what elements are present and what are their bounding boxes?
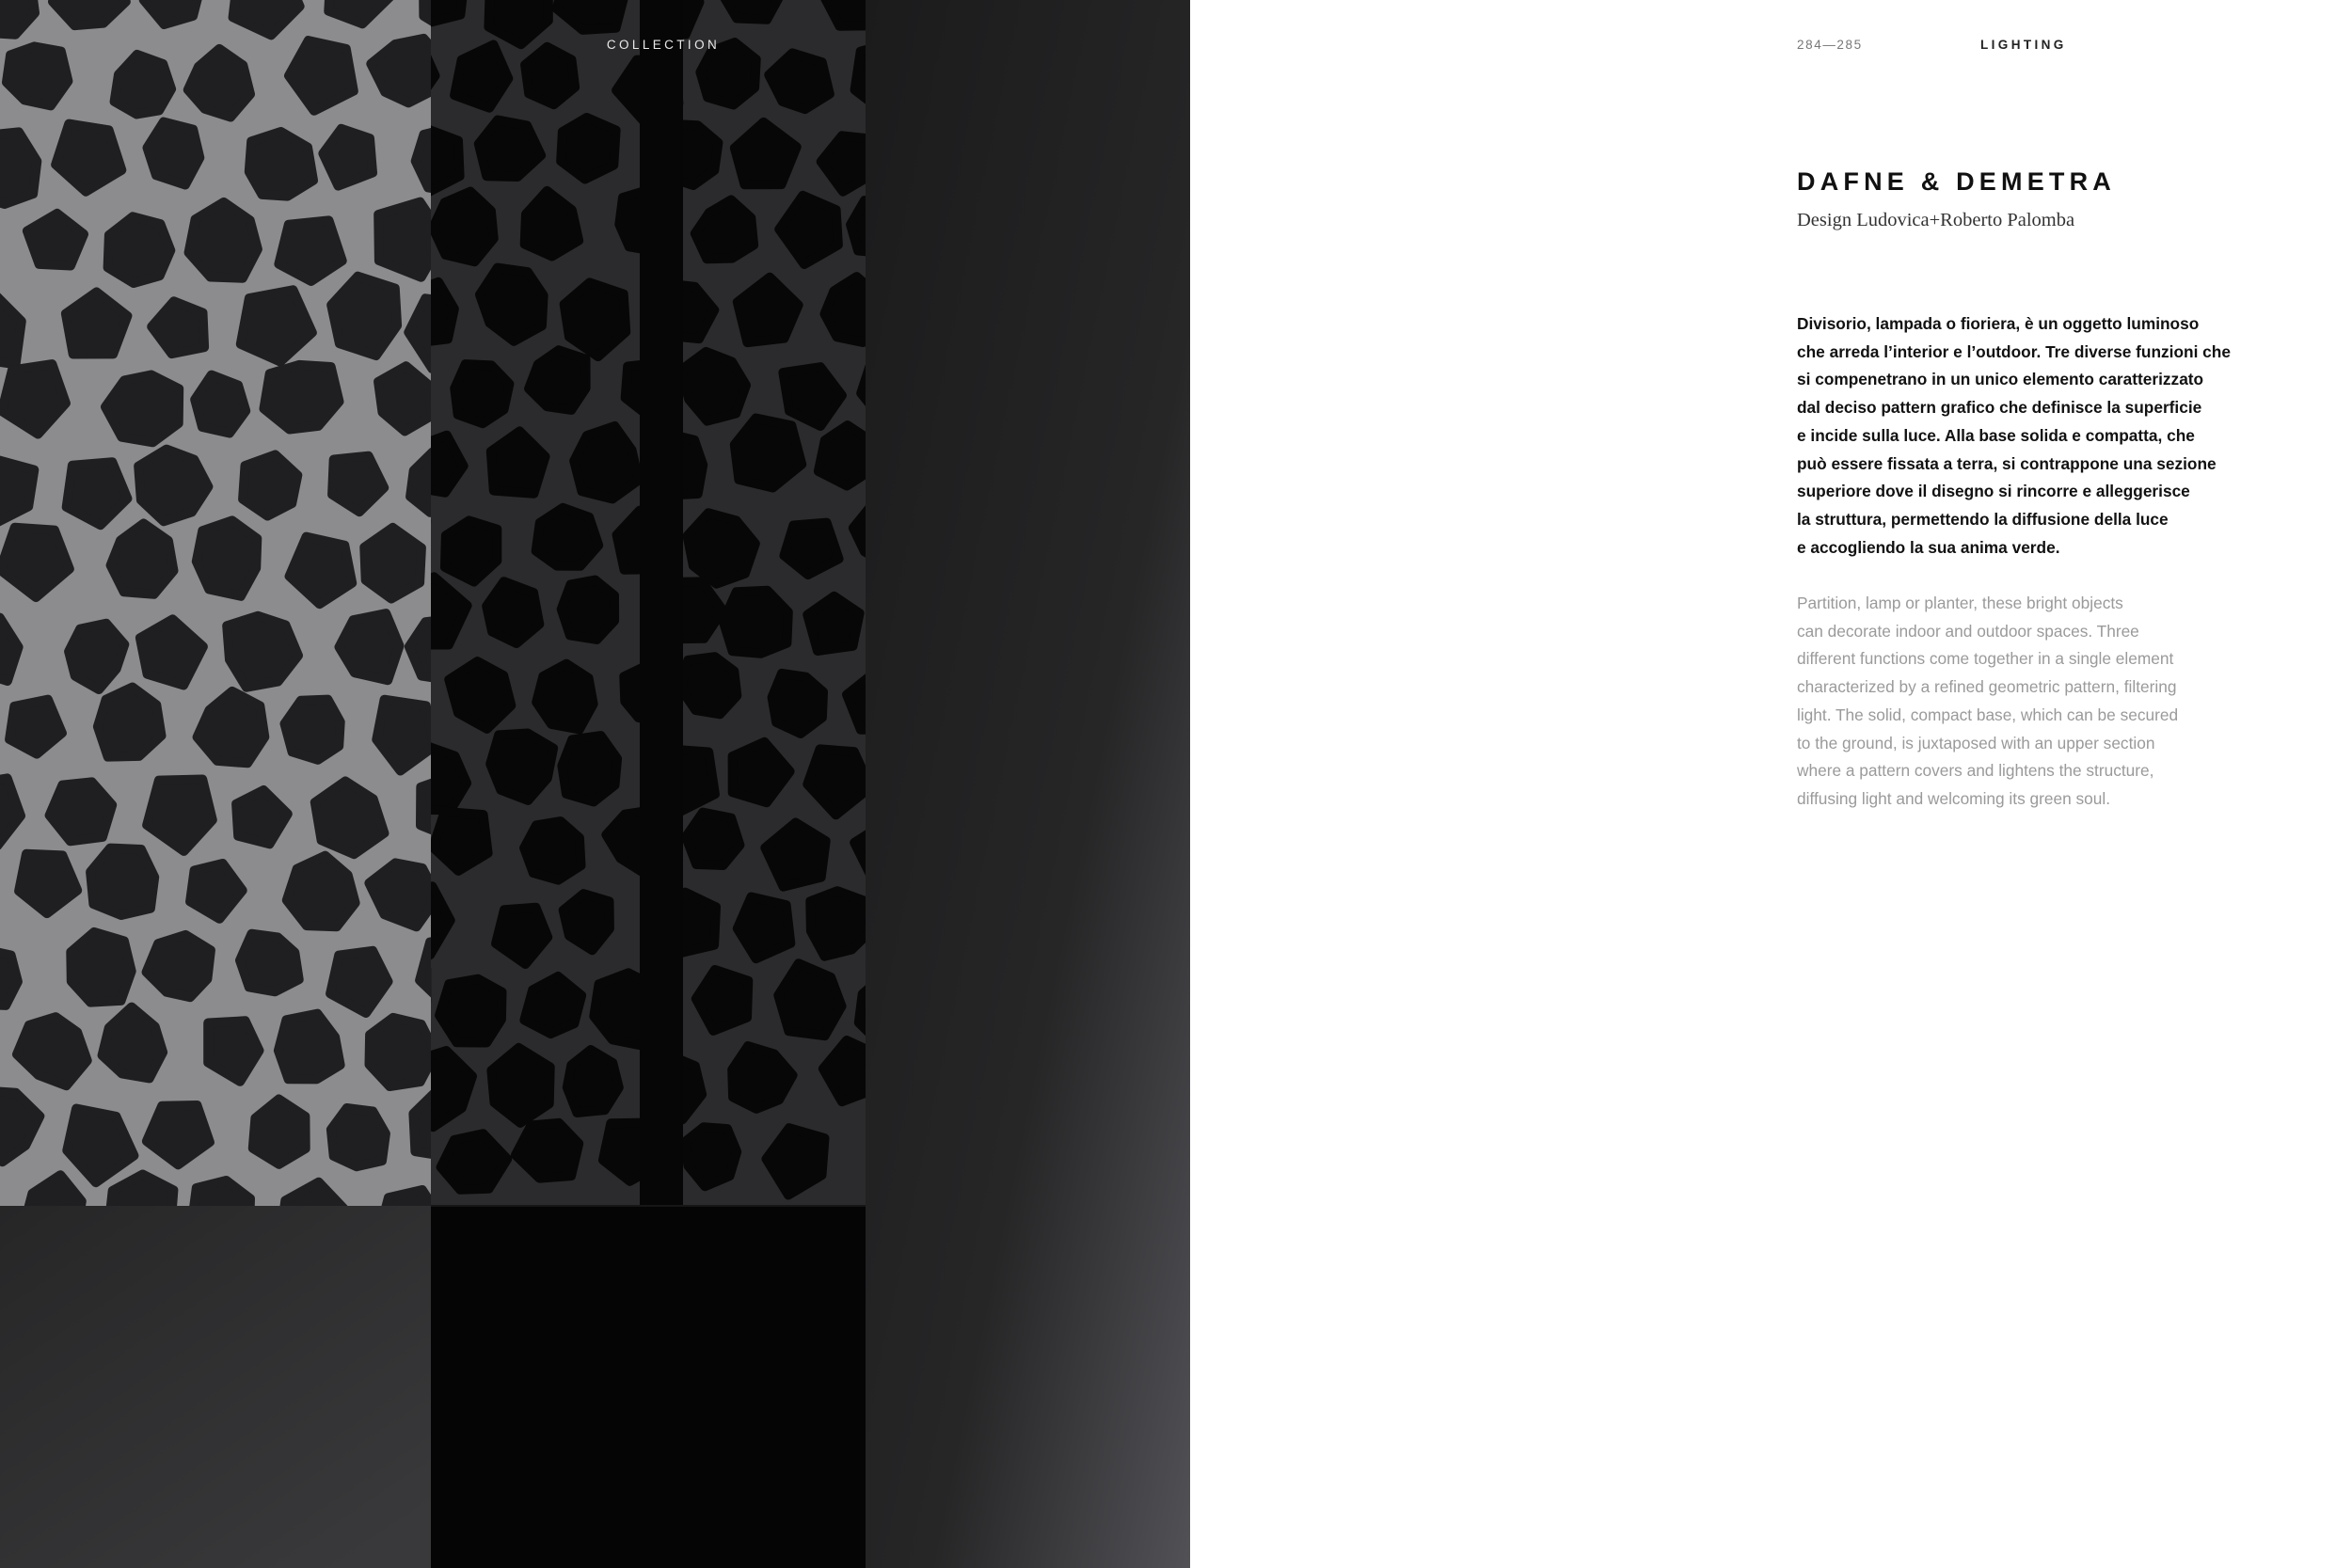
lattice-hole [138,450,208,522]
italian-line: dal deciso pattern grafico che definisce la superficie [1797,398,2202,418]
lattice-hole [433,192,494,262]
english-line: Partition, lamp or planter, these bright objects [1797,594,2123,612]
english-line: diffusing light and welcoming its green soul. [1797,788,2111,808]
lattice-hole [189,202,258,278]
lattice-hole [195,375,246,434]
lattice-hole [50,782,113,841]
italian-line: e incide sulla luce. Alla base solida e compatta, che [1797,425,2195,445]
english-line: can decorate indoor and outdoor spaces. Three [1797,621,2139,641]
product-title: DAFNE & DEMETRA [1797,167,2116,196]
lattice-hole [524,976,581,1034]
lattice-hole [681,657,738,714]
lattice-hole [331,1108,386,1166]
lattice-hole [536,508,599,566]
italian-description [1797,310,2324,562]
english-line: characterized by a refined geometric pattern, filtering [1797,677,2177,697]
lattice-hole [562,580,614,640]
lattice-hole [562,736,617,801]
lattice-hole [240,934,299,992]
lattice-hole [249,132,313,197]
lattice-hole [340,613,400,680]
italian-line: Divisorio, lampada o fioriera, è un oggetto luminoso [1797,314,2200,333]
lattice-hole [516,1123,579,1179]
lattice-hole [772,673,823,734]
lattice-hole [685,1127,737,1186]
lamp-post [640,0,683,1206]
lattice-hole [115,55,172,115]
lattice-hole [364,528,421,599]
lattice-hole [370,1018,436,1086]
lattice-hole [686,813,739,865]
lattice-hole [439,979,501,1043]
italian-line: può essere fissata a terra, si contrappone una sezione [1797,453,2217,473]
italian-line: e accogliendo la sua anima verde. [1797,537,2060,557]
lattice-hole [700,42,755,104]
lattice-hole [105,375,179,443]
lattice-hole [323,129,373,186]
italian-line: si compenetrano in un unico elemento caratterizzato [1797,370,2204,389]
lattice-hole [108,216,171,283]
lattice-hole [331,277,397,356]
english-line: light. The solid, compact base, which can be secured [1797,705,2179,724]
lattice-hole [454,364,509,423]
lattice-hole [264,365,340,430]
section-label: LIGHTING [1980,38,2067,52]
lattice-hole [491,1048,549,1123]
designer-credit: Design Ludovica+Roberto Palomba [1797,210,2075,230]
english-line: where a pattern covers and lightens the structure, [1797,761,2154,781]
lattice-hole [7,46,68,105]
lattice-hole [147,935,211,997]
english-description [1797,590,2324,814]
lattice-hole [148,122,200,185]
lattice-hole [197,520,257,595]
lattice-hole [71,932,131,1003]
lattice-hole [441,1133,508,1190]
lattice-hole [278,220,342,281]
lattice-hole [723,591,788,654]
lattice-hole [285,700,341,760]
lattice-hole [90,848,154,915]
lattice-hole [735,419,802,488]
lattice-hole [567,1050,619,1113]
lattice-hole [524,821,580,880]
lattice-hole [0,950,18,1006]
lattice-hole [486,581,539,643]
photo-right-wall [866,0,1190,1568]
lattice-hole [243,454,297,515]
italian-line: che arreda l’interior e l’outdoor. Tre diverse funzioni che [1797,341,2231,361]
english-line: different functions come together in a single element [1797,649,2174,669]
lattice-hole [445,520,497,581]
page-number: 284—285 [1797,38,1863,52]
lattice-hole [818,425,872,485]
lattice-hole [536,664,593,730]
lattice-hole [769,53,830,109]
lattice-hole [98,688,162,757]
lattice-hole [253,1100,306,1164]
lattice-hole [561,118,615,180]
base-right [431,1206,866,1568]
base-left [0,1206,431,1568]
italian-line: la struttura, permettendo la diffusione della luce [1797,509,2169,529]
lattice-hole [785,523,839,575]
lattice-hole [525,47,575,104]
english-line: to the ground, is juxtaposed with an upper section [1797,733,2155,752]
lattice-hole [778,963,841,1036]
lattice-hole [479,120,541,178]
lattice-hole [738,897,791,959]
lattice-hole [227,616,298,688]
lattice-hole [807,596,859,651]
lattice-hole [564,894,610,950]
italian-line: superiore dove il disegno si rincorre e alleggerisce [1797,482,2190,501]
lattice-hole [378,366,432,431]
lattice-hole [696,970,749,1031]
collection-label: COLLECTION [606,38,721,52]
